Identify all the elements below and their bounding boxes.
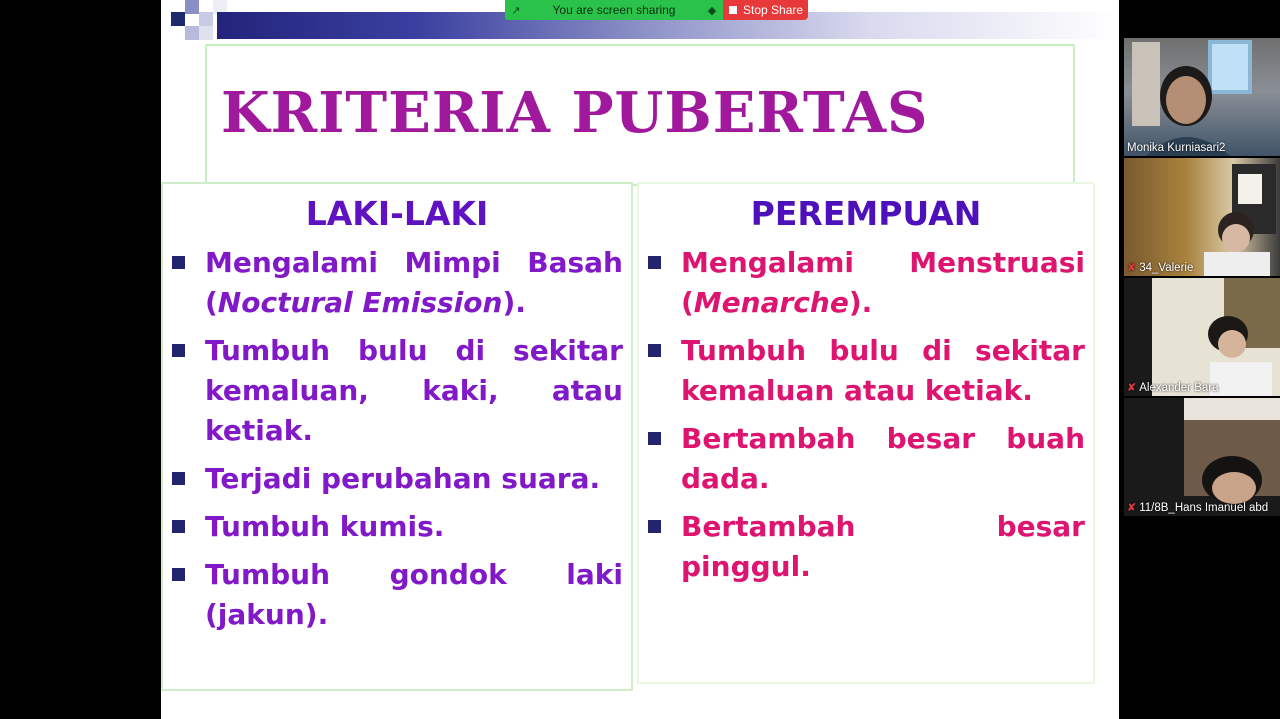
bullet-icon: [172, 520, 185, 533]
share-arrow-icon: ↗: [511, 4, 521, 17]
male-heading: LAKI-LAKI: [305, 194, 489, 233]
male-column: [161, 182, 633, 691]
title-box: [205, 44, 1075, 186]
bullet-icon: [648, 344, 661, 357]
bullet-icon: [172, 568, 185, 581]
list-item: Bertambah besar buah dada.: [639, 419, 1093, 499]
bullet-icon: [172, 472, 185, 485]
slide-title: KRITERIA PUBERTAS: [221, 80, 929, 146]
list-item: Tumbuh bulu di sekitar kemaluan atau ketiak.: [639, 331, 1093, 411]
bullet-icon: [648, 432, 661, 445]
participant-tile[interactable]: [1124, 278, 1280, 396]
participant-name: ✘ 11/8B_Hans Imanuel abd: [1127, 502, 1269, 514]
participant-name: ✘ Alexander Bara: [1127, 382, 1219, 394]
participant-tile[interactable]: [1124, 158, 1280, 276]
participant-video: [1124, 38, 1280, 156]
list-item: Tumbuh gondok laki (jakun).: [163, 555, 631, 635]
share-status[interactable]: [505, 0, 723, 20]
list-item: Tumbuh bulu di sekitar kemaluan, kaki, atau ketiak.: [163, 331, 631, 451]
participant-name: ✘ 34_Valerie: [1127, 262, 1194, 274]
list-item: Mengalami Mimpi Basah (Noctural Emission).: [163, 243, 631, 323]
screen-share-bar: [505, 0, 808, 20]
female-heading: PEREMPUAN: [750, 194, 982, 233]
list-item: Bertambah besar pinggul.: [639, 507, 1093, 587]
female-criteria-list: [639, 243, 1093, 587]
male-criteria-list: [163, 243, 631, 635]
participant-video: [1124, 398, 1280, 516]
mic-muted-icon: ✘: [1127, 502, 1137, 514]
participant-video: [1124, 158, 1280, 276]
bullet-icon: [172, 256, 185, 269]
participant-name: Monika Kurniasari2: [1127, 142, 1226, 154]
mic-muted-icon: ✘: [1127, 262, 1137, 274]
list-item: Tumbuh kumis.: [163, 507, 631, 547]
share-status-text: You are screen sharing: [552, 3, 676, 17]
participant-video: [1124, 278, 1280, 396]
list-item: Mengalami Menstruasi (Menarche).: [639, 243, 1093, 323]
stop-icon: [729, 6, 737, 14]
bullet-icon: [172, 344, 185, 357]
bullet-icon: [648, 256, 661, 269]
shield-icon: ◆: [707, 4, 717, 17]
list-item: Terjadi perubahan suara.: [163, 459, 631, 499]
shared-slide: [161, 0, 1119, 719]
bullet-icon: [648, 520, 661, 533]
participant-tile[interactable]: [1124, 398, 1280, 516]
female-column: [637, 182, 1095, 684]
stop-share-button[interactable]: Stop Share: [723, 0, 808, 20]
participant-tile[interactable]: [1124, 38, 1280, 156]
mic-muted-icon: ✘: [1127, 382, 1137, 394]
